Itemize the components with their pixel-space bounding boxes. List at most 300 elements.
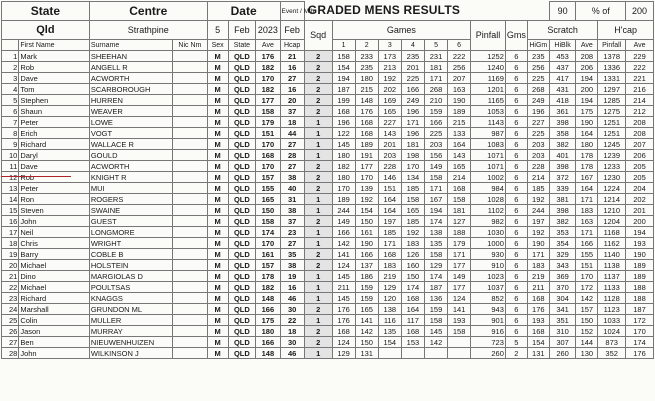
game-2: 150 — [355, 216, 378, 227]
high-block: 382 — [549, 216, 576, 227]
col-game-5: 5 — [424, 40, 447, 51]
game-5: 158 — [424, 249, 447, 260]
game-2: 190 — [355, 238, 378, 249]
sex: M — [207, 205, 228, 216]
game-1: 182 — [332, 161, 355, 172]
surname: MARGIOLAS D — [89, 271, 172, 282]
col-nic-nm: Nic Nm — [173, 40, 208, 51]
game-5: 149 — [424, 161, 447, 172]
hcap-pinfall: 1285 — [598, 95, 626, 106]
game-3: 183 — [378, 260, 401, 271]
sex: M — [207, 271, 228, 282]
hcap-average: 208 — [626, 117, 654, 128]
handicap: 27 — [280, 161, 304, 172]
game-3: 120 — [378, 293, 401, 304]
games-played: 6 — [505, 282, 527, 293]
col-hcap-ave: Ave — [626, 40, 654, 51]
pinfall: 260 — [471, 348, 506, 359]
sex: M — [207, 337, 228, 348]
row-number: 10 — [2, 150, 19, 161]
hcap-average: 194 — [626, 227, 654, 238]
hcap-average: 216 — [626, 84, 654, 95]
scratch-average: 208 — [576, 51, 598, 62]
row-number: 14 — [2, 194, 19, 205]
hcap-pinfall: 1245 — [598, 139, 626, 150]
game-6: 149 — [448, 271, 471, 282]
games-played: 2 — [505, 348, 527, 359]
pinfall: 987 — [471, 128, 506, 139]
row-number: 23 — [2, 293, 19, 304]
pinfall: 1071 — [471, 161, 506, 172]
game-3: 154 — [378, 337, 401, 348]
first-name: Jason — [19, 326, 90, 337]
nickname — [173, 337, 208, 348]
scratch-average: 180 — [576, 139, 598, 150]
first-name: Dave — [19, 73, 90, 84]
game-5: 166 — [424, 117, 447, 128]
first-name: Richard — [19, 139, 90, 150]
game-5: 158 — [424, 315, 447, 326]
first-name: Steven — [19, 205, 90, 216]
high-game: 225 — [527, 128, 549, 139]
sex: M — [207, 194, 228, 205]
game-3: 138 — [378, 304, 401, 315]
game-2: 235 — [355, 62, 378, 73]
surname: ACWORTH — [89, 73, 172, 84]
high-block: 358 — [549, 128, 576, 139]
game-4: 235 — [401, 51, 424, 62]
col-game-1: 1 — [332, 40, 355, 51]
table-row — [2, 304, 654, 315]
first-name: Ron — [19, 194, 90, 205]
table-row — [2, 282, 654, 293]
scratch-average: 157 — [576, 304, 598, 315]
hcap-pinfall: 1331 — [598, 73, 626, 84]
game-3: 203 — [378, 150, 401, 161]
game-6: 190 — [448, 95, 471, 106]
game-2: 177 — [355, 161, 378, 172]
game-2: 154 — [355, 205, 378, 216]
nickname — [173, 183, 208, 194]
game-6: 164 — [448, 139, 471, 150]
games-played: 6 — [505, 84, 527, 95]
high-game: 225 — [527, 73, 549, 84]
first-name: Dino — [19, 271, 90, 282]
hcap-pinfall: 1133 — [598, 282, 626, 293]
games-played: 6 — [505, 238, 527, 249]
first-name: Colin — [19, 315, 90, 326]
handicap: 16 — [280, 62, 304, 73]
high-game: 244 — [527, 205, 549, 216]
sex: M — [207, 84, 228, 95]
table-row — [2, 249, 654, 260]
first-name: Neil — [19, 227, 90, 238]
high-block: 369 — [549, 271, 576, 282]
surname: GUEST — [89, 216, 172, 227]
game-4: 158 — [401, 194, 424, 205]
col-sex: Sex — [207, 40, 228, 51]
pinfall: 1102 — [471, 205, 506, 216]
results-sheet — [1, 1, 654, 399]
table-row — [2, 51, 654, 62]
game-4: 201 — [401, 62, 424, 73]
surname: VOGT — [89, 128, 172, 139]
table-row — [2, 172, 654, 183]
game-2: 189 — [355, 139, 378, 150]
pct-value: 200 — [626, 2, 654, 21]
game-4: 183 — [401, 238, 424, 249]
game-3: 213 — [378, 62, 401, 73]
scratch-label: Scratch — [527, 21, 597, 40]
col-state: State — [228, 40, 256, 51]
games-played: 6 — [505, 293, 527, 304]
game-4: 170 — [401, 161, 424, 172]
game-1: 142 — [332, 238, 355, 249]
game-6: 171 — [448, 249, 471, 260]
sex: M — [207, 150, 228, 161]
high-game: 228 — [527, 161, 549, 172]
games-played: 6 — [505, 117, 527, 128]
hcap-average: 206 — [626, 150, 654, 161]
hcap-pinfall: 1128 — [598, 293, 626, 304]
high-block: 260 — [549, 348, 576, 359]
game-3: 197 — [378, 216, 401, 227]
first-name: Peter — [19, 183, 90, 194]
games-label: Games — [332, 21, 471, 40]
hcap-pinfall: 1033 — [598, 315, 626, 326]
game-1: 145 — [332, 139, 355, 150]
nickname — [173, 293, 208, 304]
game-5: 159 — [424, 304, 447, 315]
average: 182 — [256, 84, 280, 95]
row-number: 26 — [2, 326, 19, 337]
scratch-average: 163 — [576, 216, 598, 227]
handicap: 35 — [280, 249, 304, 260]
hcap-pinfall: 873 — [598, 337, 626, 348]
high-block: 372 — [549, 172, 576, 183]
game-1: 211 — [332, 282, 355, 293]
col-game-3: 3 — [378, 40, 401, 51]
squad: 1 — [304, 117, 332, 128]
game-2: 191 — [355, 150, 378, 161]
games-played: 6 — [505, 205, 527, 216]
high-block: 354 — [549, 238, 576, 249]
average: 148 — [256, 348, 280, 359]
row-number: 27 — [2, 337, 19, 348]
table-row — [2, 95, 654, 106]
hcap-average: 193 — [626, 238, 654, 249]
scratch-average: 178 — [576, 150, 598, 161]
games-played: 5 — [505, 337, 527, 348]
pinfall: 1000 — [471, 238, 506, 249]
hcap-average: 176 — [626, 348, 654, 359]
high-block: 361 — [549, 106, 576, 117]
first-name: Rob — [19, 172, 90, 183]
handicap: 31 — [280, 194, 304, 205]
game-6: 168 — [448, 183, 471, 194]
game-1: 168 — [332, 326, 355, 337]
high-game: 192 — [527, 194, 549, 205]
surname: LONGMORE — [89, 227, 172, 238]
squad: 2 — [304, 95, 332, 106]
game-1: 122 — [332, 128, 355, 139]
hcap-average: 170 — [626, 326, 654, 337]
game-1: 180 — [332, 150, 355, 161]
pinfall: 1252 — [471, 51, 506, 62]
hcap-average: 214 — [626, 95, 654, 106]
surname: KNAGGS — [89, 293, 172, 304]
game-6 — [448, 348, 471, 359]
game-5: 181 — [424, 62, 447, 73]
game-2: 170 — [355, 172, 378, 183]
game-1: 158 — [332, 51, 355, 62]
average: 177 — [256, 95, 280, 106]
average: 151 — [256, 128, 280, 139]
game-1: 170 — [332, 183, 355, 194]
date-day: 5 — [207, 21, 228, 40]
nickname — [173, 315, 208, 326]
nickname — [173, 84, 208, 95]
game-5: 138 — [424, 227, 447, 238]
scratch-average: 130 — [576, 348, 598, 359]
pinfall: 1023 — [471, 271, 506, 282]
game-4: 153 — [401, 337, 424, 348]
row-number: 2 — [2, 62, 19, 73]
scratch-average: 171 — [576, 194, 598, 205]
games-played: 6 — [505, 172, 527, 183]
first-name: Chris — [19, 238, 90, 249]
high-game: 190 — [527, 238, 549, 249]
hcap-pinfall: 1123 — [598, 304, 626, 315]
average: 148 — [256, 293, 280, 304]
average: 165 — [256, 194, 280, 205]
surname: HURREN — [89, 95, 172, 106]
table-row — [2, 117, 654, 128]
col-hcap: Hcap — [280, 40, 304, 51]
hcap-average: 188 — [626, 293, 654, 304]
game-3: 164 — [378, 205, 401, 216]
squad: 1 — [304, 293, 332, 304]
game-5: 129 — [424, 260, 447, 271]
date-year: 2023 — [256, 21, 280, 40]
state-value: Qld — [2, 21, 90, 40]
game-6: 141 — [448, 304, 471, 315]
handicap: 30 — [280, 337, 304, 348]
game-3: 165 — [378, 106, 401, 117]
sex: M — [207, 117, 228, 128]
hcap-average: 204 — [626, 183, 654, 194]
surname: WILKINSON J — [89, 348, 172, 359]
high-block: 418 — [549, 95, 576, 106]
game-4: 196 — [401, 106, 424, 117]
nickname — [173, 139, 208, 150]
squad: 2 — [304, 326, 332, 337]
handicap: 16 — [280, 282, 304, 293]
game-5: 145 — [424, 326, 447, 337]
squad: 2 — [304, 337, 332, 348]
squad-divider-line — [1, 176, 71, 177]
game-1: 145 — [332, 271, 355, 282]
hcap-pinfall: 1275 — [598, 106, 626, 117]
handicap: 20 — [280, 95, 304, 106]
surname: MUI — [89, 183, 172, 194]
squad: 2 — [304, 183, 332, 194]
game-4: 165 — [401, 205, 424, 216]
state: QLD — [228, 51, 256, 62]
game-5: 171 — [424, 183, 447, 194]
state: QLD — [228, 73, 256, 84]
col-scratch-ave: Ave — [576, 40, 598, 51]
row-number: 24 — [2, 304, 19, 315]
pinfall: 1143 — [471, 117, 506, 128]
nickname — [173, 117, 208, 128]
average: 158 — [256, 106, 280, 117]
hcap-average: 205 — [626, 161, 654, 172]
row-number: 12 — [2, 172, 19, 183]
high-block: 398 — [549, 161, 576, 172]
hcap-pinfall: 1230 — [598, 172, 626, 183]
nickname — [173, 73, 208, 84]
table-row — [2, 216, 654, 227]
table-row — [2, 260, 654, 271]
state: QLD — [228, 271, 256, 282]
game-4: 150 — [401, 271, 424, 282]
sex: M — [207, 249, 228, 260]
high-game: 192 — [527, 227, 549, 238]
hcap-label: H'cap — [598, 21, 654, 40]
game-5: 174 — [424, 216, 447, 227]
table-row — [2, 293, 654, 304]
hcap-pinfall: 1140 — [598, 249, 626, 260]
hcap-pinfall: 1204 — [598, 216, 626, 227]
game-4: 185 — [401, 216, 424, 227]
game-6: 189 — [448, 106, 471, 117]
average: 166 — [256, 337, 280, 348]
pinfall: 1028 — [471, 194, 506, 205]
first-name: Mark — [19, 51, 90, 62]
high-game: 176 — [527, 304, 549, 315]
row-number: 3 — [2, 73, 19, 84]
game-5: 156 — [424, 150, 447, 161]
centre-value: Strathpine — [89, 21, 207, 40]
state: QLD — [228, 315, 256, 326]
game-3: 171 — [378, 238, 401, 249]
game-6: 163 — [448, 84, 471, 95]
nickname — [173, 260, 208, 271]
high-game: 219 — [527, 271, 549, 282]
squad: 1 — [304, 128, 332, 139]
high-game: 249 — [527, 95, 549, 106]
surname: SWAINE — [89, 205, 172, 216]
row-number: 11 — [2, 161, 19, 172]
row-number: 22 — [2, 282, 19, 293]
high-game: 203 — [527, 150, 549, 161]
average: 161 — [256, 249, 280, 260]
row-number: 19 — [2, 249, 19, 260]
game-2: 141 — [355, 315, 378, 326]
surname: HOLSTEIN — [89, 260, 172, 271]
scratch-average: 150 — [576, 315, 598, 326]
game-6 — [448, 337, 471, 348]
first-name: Stephen — [19, 95, 90, 106]
game-2: 150 — [355, 337, 378, 348]
game-4: 134 — [401, 172, 424, 183]
pinfall: 1071 — [471, 150, 506, 161]
surname: SCARBOROUGH — [89, 84, 172, 95]
row-number: 18 — [2, 238, 19, 249]
game-2: 176 — [355, 106, 378, 117]
scratch-average: 152 — [576, 326, 598, 337]
squad: 1 — [304, 139, 332, 150]
hcap-average: 187 — [626, 304, 654, 315]
average: 175 — [256, 315, 280, 326]
pinfall: 982 — [471, 216, 506, 227]
scratch-average: 172 — [576, 282, 598, 293]
game-6: 127 — [448, 216, 471, 227]
state-label: State — [2, 2, 90, 21]
state: QLD — [228, 293, 256, 304]
hcap-pinfall: 352 — [598, 348, 626, 359]
col-hiblk: HiBlk — [549, 40, 576, 51]
game-4: 126 — [401, 249, 424, 260]
surname: COBLE B — [89, 249, 172, 260]
handicap: 44 — [280, 128, 304, 139]
table-row — [2, 271, 654, 282]
first-name: Peter — [19, 117, 90, 128]
sex: M — [207, 260, 228, 271]
game-1: 196 — [332, 117, 355, 128]
scratch-average: 171 — [576, 227, 598, 238]
nickname — [173, 172, 208, 183]
hcap-pinfall: 1239 — [598, 150, 626, 161]
game-1: 124 — [332, 337, 355, 348]
surname: GOULD — [89, 150, 172, 161]
high-game: 168 — [527, 326, 549, 337]
surname: WRIGHT — [89, 238, 172, 249]
state: QLD — [228, 227, 256, 238]
surname: MURRAY — [89, 326, 172, 337]
game-6: 179 — [448, 238, 471, 249]
game-6: 188 — [448, 227, 471, 238]
game-5: 158 — [424, 172, 447, 183]
col-game-4: 4 — [401, 40, 424, 51]
table-row — [2, 326, 654, 337]
squad: 2 — [304, 216, 332, 227]
squad: 1 — [304, 282, 332, 293]
high-game: 131 — [527, 348, 549, 359]
average: 157 — [256, 260, 280, 271]
pinfall: 1037 — [471, 282, 506, 293]
handicap: 46 — [280, 293, 304, 304]
scratch-average: 142 — [576, 293, 598, 304]
high-game: 235 — [527, 51, 549, 62]
table-row — [2, 238, 654, 249]
game-5: 225 — [424, 128, 447, 139]
table-row — [2, 62, 654, 73]
handicap: 18 — [280, 117, 304, 128]
handicap: 37 — [280, 216, 304, 227]
sqd-label: Sqd — [304, 21, 332, 51]
surname: LOWE — [89, 117, 172, 128]
game-4: 168 — [401, 326, 424, 337]
game-4: 160 — [401, 260, 424, 271]
game-2: 192 — [355, 194, 378, 205]
handicap: 27 — [280, 139, 304, 150]
games-played: 6 — [505, 326, 527, 337]
squad: 1 — [304, 348, 332, 359]
squad: 2 — [304, 106, 332, 117]
high-game: 214 — [527, 172, 549, 183]
